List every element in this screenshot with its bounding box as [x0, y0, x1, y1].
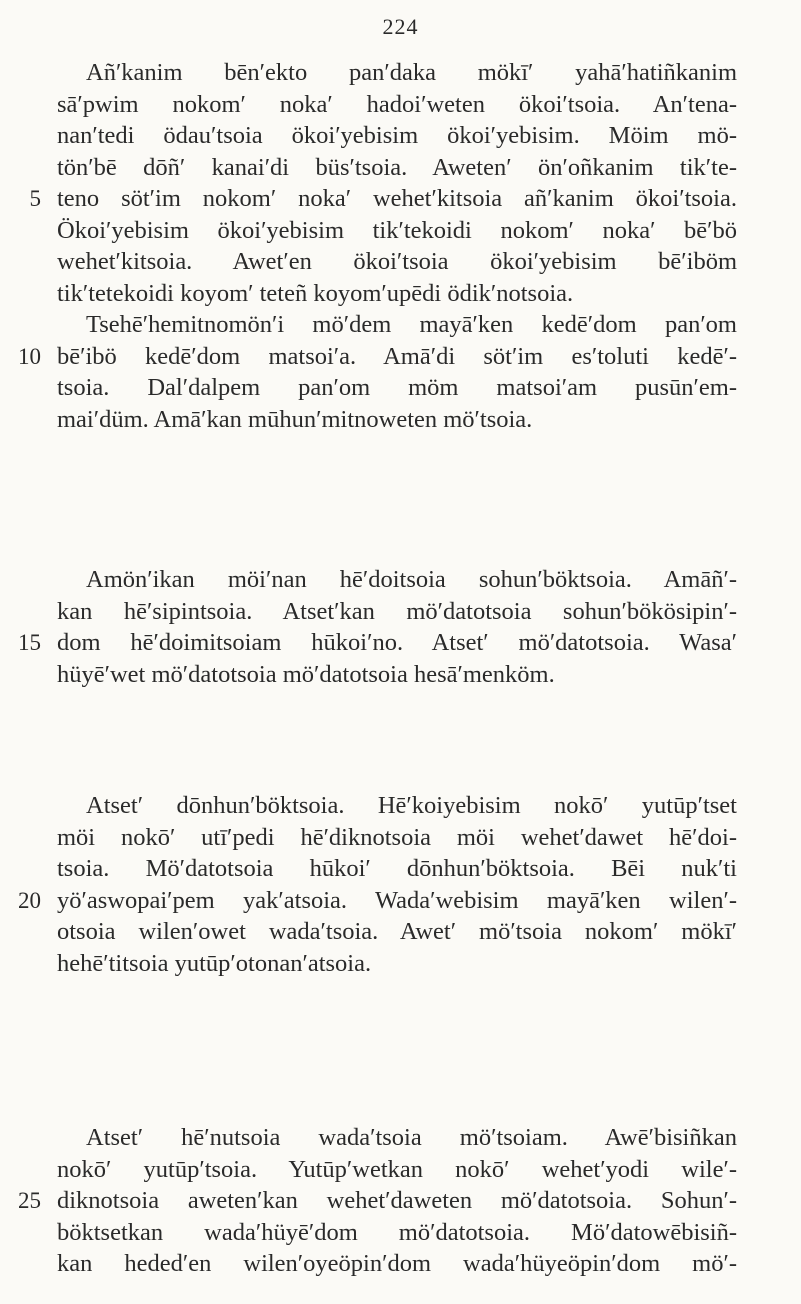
text-line [57, 278, 737, 310]
text-line [18, 885, 737, 917]
text-line [57, 372, 737, 404]
line-text: Atset′ hē′nutsoia wada′tsoia mö′tsoiam. Awē′bisiñkan [86, 1124, 737, 1151]
line-text: böktsetkan wada′hüyē′dom mö′datotsoia. Mö′datowēbisiñ- [57, 1218, 737, 1246]
text-line [57, 1154, 737, 1186]
line-text: tsoia. Dal′dalpem pan′om möm matsoi′am pusūn′em- [57, 374, 737, 401]
line-text: tön′bē dōñ′ kanai′di büs′tsoia. Aweten′ ön′oñkanim tik′te- [57, 153, 737, 181]
paragraph-2 [18, 564, 737, 690]
line-text: tsoia. Mö′datotsoia hūkoi′ dōnhun′böktsoia. Bēi nuk′ti [57, 855, 737, 882]
line-text: möi nokō′ utī′pedi hē′diknotsoia möi wehet′dawet hē′doi- [57, 823, 737, 851]
text-line [57, 596, 737, 628]
line-text: Atset′ dōnhun′böktsoia. Hē′koiyebisim nokō′ yutūp′tset [86, 792, 737, 819]
line-number: 25 [18, 1188, 41, 1213]
text-line [57, 89, 737, 121]
line-text: Tsehē′hemitnomön′i mö′dem mayā′ken kedē′dom pan′om [86, 311, 737, 338]
line-text: teno söt′im nokom′ noka′ wehet′kitsoia añ′kanim ökoi′tsoia. [57, 185, 737, 212]
paragraph-1 [18, 57, 737, 435]
line-text: otsoia wilen′owet wada′tsoia. Awet′ mö′tsoia nokom′ mökī′ [57, 918, 737, 945]
text-line [57, 1248, 737, 1280]
line-number: 10 [18, 343, 41, 369]
line-text: yö′aswopai′pem yak′atsoia. Wada′webisim mayā′ken wilen′- [57, 886, 737, 914]
line-text: nan′tedi ödau′tsoia ökoi′yebisim ökoi′yebisim. Möim mö- [57, 122, 737, 149]
text-line [57, 57, 737, 89]
text-line [57, 853, 737, 885]
paragraph-3 [18, 790, 737, 979]
text-line [57, 659, 737, 691]
line-text: mai′düm. Amā′kan mūhun′mitnoweten mö′tsoia. [57, 405, 533, 433]
line-text: wehet′kitsoia. Awet′en ökoi′tsoia ökoi′yebisim bē′iböm [57, 248, 737, 275]
line-number: 15 [18, 630, 41, 655]
text-line [57, 215, 737, 247]
text-line [18, 627, 737, 659]
line-number: 20 [18, 887, 41, 913]
text-line [57, 948, 737, 980]
line-text: diknotsoia aweten′kan wehet′daweten mö′datotsoia. Sohun′- [57, 1187, 737, 1214]
line-text: dom hē′doimitsoiam hūkoi′no. Atset′ mö′datotsoia. Wasa′ [57, 629, 737, 656]
text-line [57, 246, 737, 278]
text-line [57, 309, 737, 341]
text-line [57, 120, 737, 152]
text-line [57, 822, 737, 854]
line-text: kan heded′en wilen′oyeöpin′dom wada′hüyeöpin′dom mö′- [57, 1250, 737, 1277]
paragraph-4 [18, 1122, 737, 1280]
page-number: 224 [382, 14, 419, 39]
line-number: 5 [29, 186, 41, 211]
text-line [57, 152, 737, 184]
line-text: Añ′kanim bēn′ekto pan′daka mökī′ yahā′hatiñkanim [86, 59, 737, 86]
line-text: sā′pwim nokom′ noka′ hadoi′weten ökoi′tsoia. An′tena- [57, 90, 737, 118]
line-text: tik′tetekoidi koyom′ teteñ koyom′upēdi ödik′notsoia. [57, 279, 574, 307]
text-line [29, 183, 737, 215]
line-text: bē′ibö kedē′dom matsoi′a. Amā′di söt′im es′toluti kedē′- [57, 342, 737, 370]
line-text: Ökoi′yebisim ökoi′yebisim tik′tekoidi nokom′ noka′ bē′bö [57, 216, 737, 244]
text-line [18, 341, 737, 373]
text-line [57, 1217, 737, 1249]
line-text: Amön′ikan möi′nan hē′doitsoia sohun′böktsoia. Amāñ′- [86, 566, 737, 593]
text-line [57, 1122, 737, 1154]
text-line [57, 916, 737, 948]
line-text: nokō′ yutūp′tsoia. Yutūp′wetkan nokō′ wehet′yodi wile′- [57, 1155, 737, 1183]
line-text: kan hē′sipintsoia. Atset′kan mö′datotsoia sohun′bökösipin′- [57, 597, 737, 625]
line-text: hüyē′wet mö′datotsoia mö′datotsoia hesā′menköm. [57, 660, 555, 688]
text-line [18, 1185, 737, 1217]
text-line [57, 404, 737, 436]
line-text: hehē′titsoia yutūp′otonan′atsoia. [57, 949, 372, 977]
text-line [57, 790, 737, 822]
text-line [57, 564, 737, 596]
